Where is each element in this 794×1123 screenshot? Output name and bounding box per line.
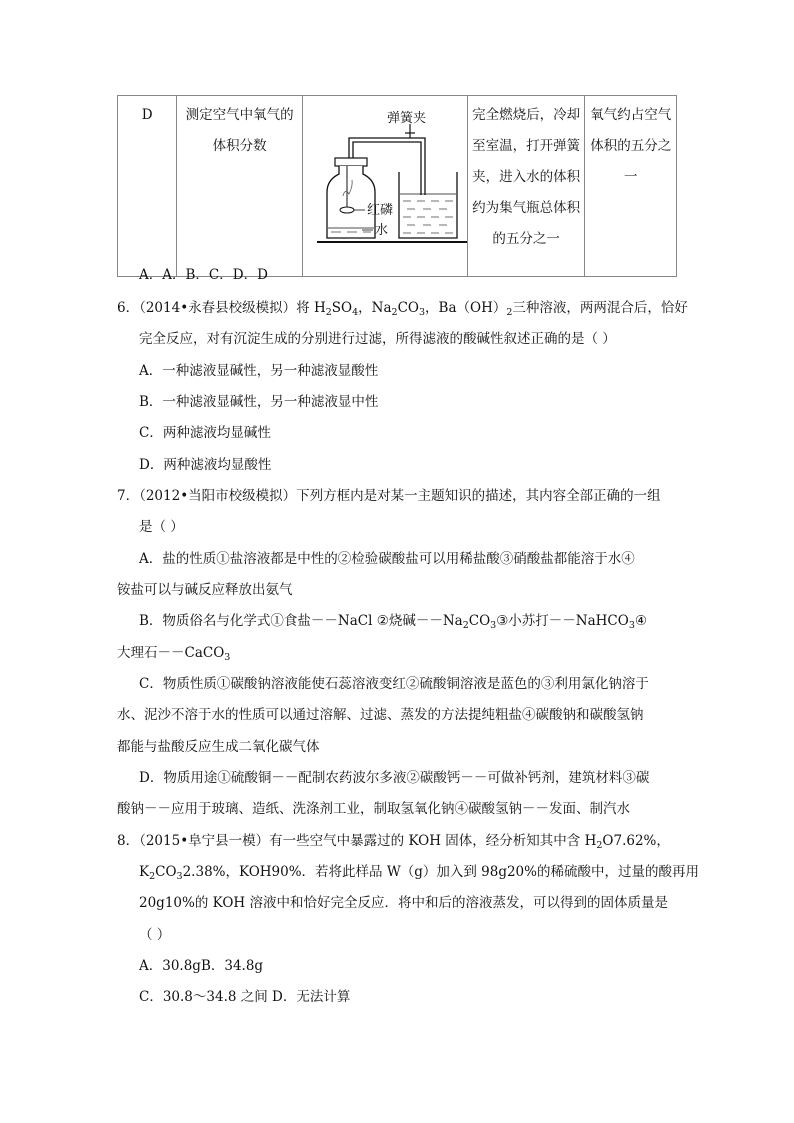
experiment-name: 测定空气中氧气的体积分数 — [177, 96, 303, 277]
q5-options: A．A．B．C．D．D — [139, 267, 268, 283]
q7-stem-line1: 7．（2012•当阳市校级模拟）下列方框内是对某一主题知识的描述，其内容全部正确的一组 — [117, 488, 661, 504]
q7-stem-line2: 是（ ） — [139, 519, 184, 535]
q6-option-a: A．一种滤液显碱性，另一种滤液显酸性 — [139, 363, 379, 379]
q7-option-a-line1: A．盐的性质①盐溶液都是中性的②检验碳酸盐可以用稀盐酸③硝酸盐都能溶于水④ — [139, 551, 635, 567]
q6-option-c: C．两种滤液均显碱性 — [139, 425, 271, 441]
q7-option-a-line2: 铵盐可以与碱反应释放出氨气 — [117, 582, 293, 598]
q8-options-ab: A．30.8gB．34.8g — [139, 958, 264, 974]
apparatus-diagram — [307, 100, 473, 260]
water-label: 水 — [374, 223, 388, 238]
operation-text: 完全燃烧后，冷却至室温，打开弹簧夹，进入水的体积约为集气瓶总体积的五分之一 — [467, 96, 585, 277]
apparatus-figure — [302, 96, 467, 277]
row-label: D — [118, 96, 177, 277]
q6-stem-line2: 完全反应，对有沉淀生成的分别进行过滤，所得滤液的酸碱性叙述正确的是（ ） — [139, 331, 616, 347]
q7-option-c-line2: 水、泥沙不溶于水的性质可以通过溶解、过滤、蒸发的方法提纯粗盐④碳酸钠和碳酸氢钠 — [117, 707, 644, 723]
result-text: 氧气约占空气体积的五分之一 — [585, 96, 677, 277]
q7-option-b-line1: B．物质俗名与化学式①食盐－－NaCl ②烧碱$--Na_2CO_3③$小苏打－－NaHCO$_3$④ — [139, 613, 647, 631]
q8-stem-line4: （ ） — [139, 927, 171, 943]
experiment-table — [117, 95, 677, 277]
q7-option-d-line2: 酸钠－－应用于玻璃、造纸、洗涤剂工业，制取氢氧化钠④碳酸氢钠－－发面、制汽水 — [117, 801, 630, 817]
q8-stem-line1: 8．（2015•阜宁县一模）有一些空气中暴露过的 KOH 固体，经分析知其中含 $H_2O7.62\%$， — [117, 833, 670, 851]
q8-options-cd: C．30.8～34.8 之间 D．无法计算 — [139, 989, 351, 1005]
q7-option-c-line3: 都能与盐酸反应生成二氧化碳气体 — [117, 739, 320, 755]
q6-stem-line1: 6．（2014•永春县校级模拟）将 $H_2SO_4$，$Na_2CO_3$，$Ba(OH)_2$三种溶液，两两混合后，恰好 — [117, 300, 688, 318]
q8-stem-line2: $K_2CO_32.38\%$，KOH90%．若将此样品 W（g）加入到 98g20%的稀硫酸中，过量的酸再用 — [139, 864, 699, 882]
q8-stem-line3: 20g10%的 KOH 溶液中和恰好完全反应．将中和后的溶液蒸发，可以得到的固体质量是 — [139, 895, 668, 911]
q6-option-b: B．一种滤液显碱性，另一种滤液显中性 — [139, 394, 379, 410]
table-row — [118, 96, 677, 277]
q7-option-b-line2: 大理石－－CaCO$_3$ — [117, 645, 231, 663]
q7-option-c-line1: C．物质性质①碳酸钠溶液能使石蕊溶液变红②硫酸铜溶液是蓝色的③利用氯化钠溶于 — [139, 676, 649, 692]
phosphorus-label: 红磷 — [366, 203, 393, 218]
q7-option-d-line1: D．物质用途①硫酸铜－－配制农药波尔多液②碳酸钙－－可做补钙剂，建筑材料③碳 — [139, 770, 650, 786]
clip-label: 弹簧夹 — [386, 111, 426, 126]
q6-option-d: D．两种滤液均显酸性 — [139, 457, 272, 473]
